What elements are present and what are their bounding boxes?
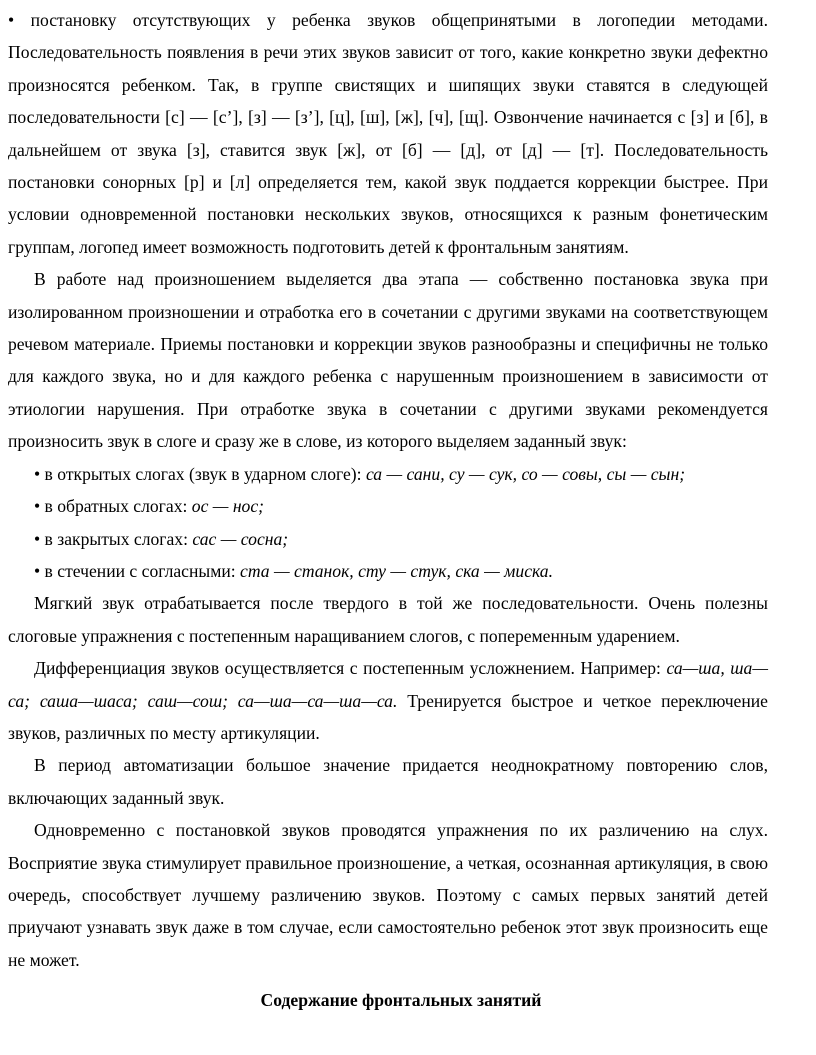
paragraph-examples: са—ша, ша—са; саша—шаса; саш—сош; са—ша—са—ша—са. [8,658,768,711]
list-item-label: • в стечении с согласными: [34,560,241,581]
list-item-label: • в закрытых слогах: [34,528,193,549]
list-item-closed-syllables [8,523,768,555]
list-item-examples: ста — станок, сту — стук, ска — миска. [240,560,553,581]
paragraph-automation: В период автоматизации большое значение придается неоднократному повторению слов, включающих заданный звук. [8,755,768,808]
list-item-consonant-clusters [8,555,768,587]
list-item-examples: ос — нос; [191,496,265,517]
section-heading: Содержание фронтальных занятий [260,990,542,1011]
paragraph-text: Дифференциация звуков осуществляется с постепенным усложнением. Например: [34,658,667,679]
list-item-label: • в открытых слогах (звук в ударном слоге): [34,463,366,484]
paragraph-soft-sound: Мягкий звук отрабатывается после твердого в той же последовательности. Очень полезны слоговые упражнения с постепенным наращиванием слогов, с попеременным ударением. [8,593,768,646]
document-page [8,4,768,1017]
list-item-examples: са — сани, су — сук, со — совы, сы — сын; [365,463,686,484]
paragraph-differentiation [8,652,768,749]
paragraph-two-stages: В работе над произношением выделяется два этапа — собственно постановка звука при изолированном произношении и отработка его в сочетании с другими звуками на соответствующем речевом материале. Приемы постановки и коррекции звуков разнообразны и специфичны не только для каждого звука, но и для каждого ребенка с нарушенным произношением в зависимости от этиологии нарушения. При отработке звука в сочетании с другими звуками рекомендуется произносить звук в слоге и сразу же в слове, из которого выделяем заданный звук: [8,269,768,452]
list-item-open-syllables [8,458,768,490]
list-item-examples: сас — сосна; [192,528,289,549]
paragraph-text-tail: Тренируется быстрое и четкое переключение звуков, различных по месту артикуляции. [8,690,768,743]
list-item-label: • в обратных слогах: [34,496,192,517]
list-item-reverse-syllables [8,490,768,522]
paragraph-discrimination: Одновременно с постановкой звуков проводятся упражнения по их различению на слух. Восприятие звука стимулирует правильное произношение, а четкая, осознанная артикуляция, в свою очередь, способствует лучшему различению звуков. Поэтому с самых первых занятий детей приучают узнавать звук даже в том случае, если самостоятельно ребенок этот звук произносить еще не может. [8,820,768,970]
paragraph-sound-setting-order: • постановку отсутствующих у ребенка звуков общепринятыми в логопедии методами. Последовательность появления в речи этих звуков зависит от того, какие конкретно звуки дефектно произносятся ребенком. Так, в группе свистящих и шипящих звуки ставятся в следующей последовательности [с] — [с’], [з] — [з’], [ц], [ш], [ж], [ч], [щ]. Озвончение начинается с [з] и [б], в дальнейшем от звука [з], ставится звук [ж], от [б] — [д], от [д] — [т]. Последовательность постановки сонорных [р] и [л] определяется тем, какой звук поддается коррекции быстрее. При условии одновременной постановки нескольких звуков, относящихся к разным фонетическим группам, логопед имеет возможность подготовить детей к фронтальным занятиям. [8,10,768,257]
